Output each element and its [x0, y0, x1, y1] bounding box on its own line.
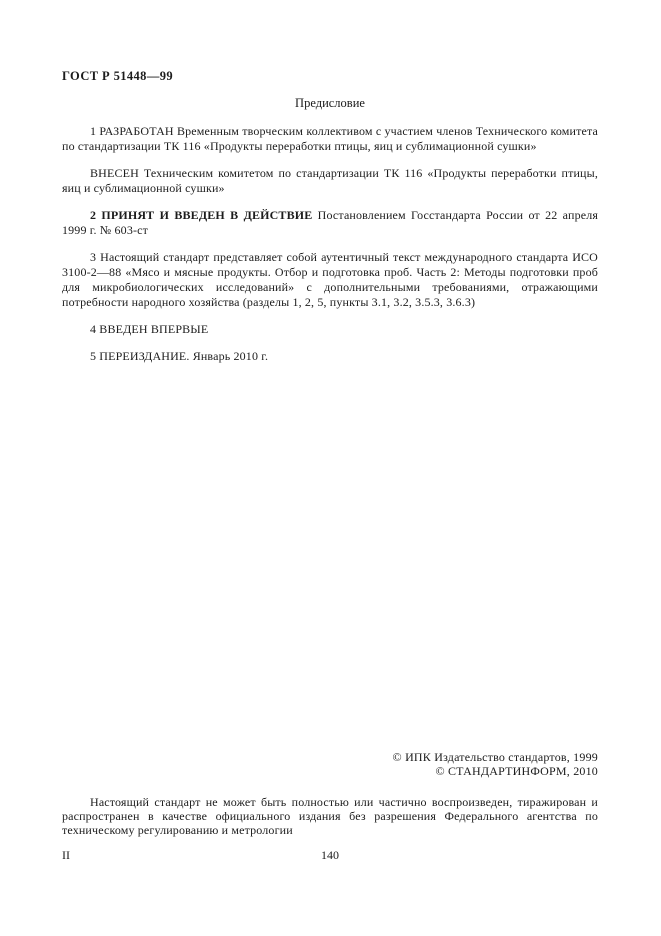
preface-item-first-introduced: 4 ВВЕДЕН ВПЕРВЫЕ — [90, 322, 209, 336]
preface-item-authentic-text: 3 Настоящий стандарт представляет собой аутентичный текст международного стандарта ИСО 3100-2—88 «Мясо и мясные продукты. Отбор и подготовка проб. Часть 2: Методы подготовки проб для микробиологических исследований» с дополнительными требованиями, отражающими потребности народного хозяйства (разделы 1, 2, 5, пункты 3.1, 3.2, 3.5.3, 3.6.3) — [62, 250, 598, 309]
preface-item-adopted-lead: 2 ПРИНЯТ И ВВЕДЕН В ДЕЙСТВИЕ — [90, 208, 313, 222]
copyright-line-standartinform: © СТАНДАРТИНФОРМ, 2010 — [435, 763, 598, 778]
footer-page-number: 140 — [321, 848, 339, 862]
copyright-block — [393, 751, 598, 778]
footer-sheet-roman-numeral: II — [62, 848, 70, 862]
document-code: ГОСТ Р 51448—99 — [62, 69, 174, 83]
section-title: Предисловие — [295, 96, 365, 110]
preface-item-developed: 1 РАЗРАБОТАН Временным творческим коллективом с участием членов Технического комитета по стандартизации ТК 116 «Продукты переработки птицы, яиц и сублимационной сушки» — [62, 124, 598, 153]
page-footer — [62, 848, 598, 864]
preface-item-adopted-rest: Постановлением Госстандарта России от 22 апреля 1999 г. № 603-ст — [62, 208, 598, 237]
copyright-line-ipk: © ИПК Издательство стандартов, 1999 — [392, 750, 598, 764]
preface-item-submitted: ВНЕСЕН Техническим комитетом по стандартизации ТК 116 «Продукты переработки птицы, яиц и сублимационной сушки» — [62, 166, 598, 195]
reproduction-restriction-note: Настоящий стандарт не может быть полностью или частично воспроизведен, тиражирован и распространен в качестве официального издания без разрешения Федерального агентства по техническому регулированию и метрологии — [62, 795, 598, 837]
preface-item-republication: 5 ПЕРЕИЗДАНИЕ. Январь 2010 г. — [90, 349, 269, 363]
preface-section — [62, 124, 598, 376]
preface-item-adopted — [62, 208, 598, 238]
